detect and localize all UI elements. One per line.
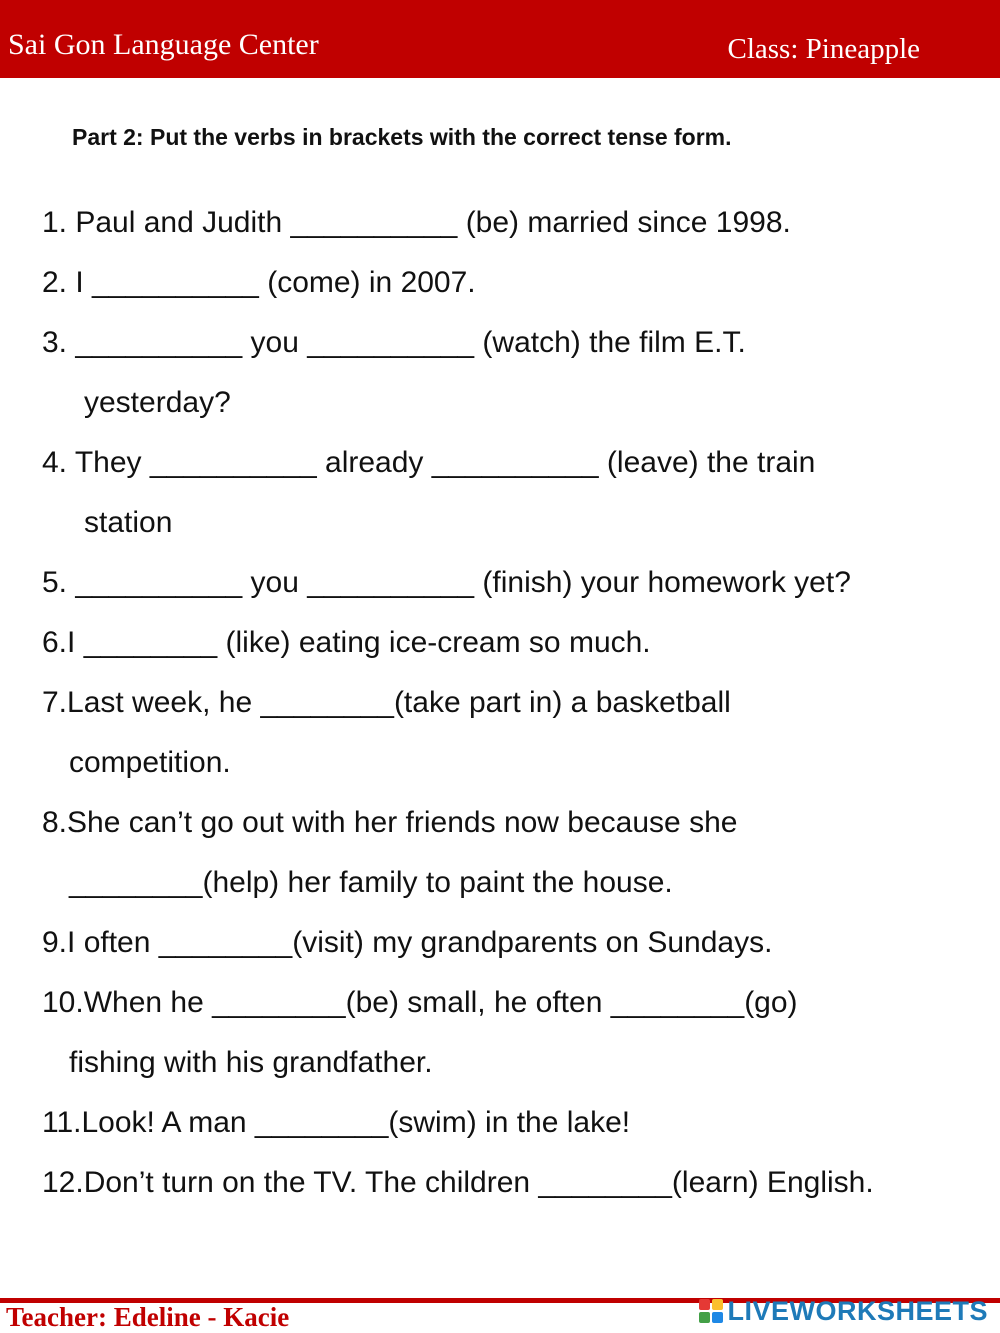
- question-9: 9.I often ________(visit) my grandparents on Sundays.: [42, 926, 773, 959]
- question-7: 7.Last week, he ________(take part in) a basketball: [42, 686, 731, 719]
- liveworksheets-logo-text: LIVEWORKSHEETS: [727, 1295, 988, 1326]
- question-4-continued: station: [84, 506, 173, 539]
- liveworksheets-logo-icon: [699, 1299, 723, 1323]
- teacher-name: Teacher: Edeline - Kacie: [6, 1302, 290, 1332]
- question-12: 12.Don’t turn on the TV. The children ________(learn) English.: [42, 1166, 874, 1199]
- question-3-continued: yesterday?: [84, 386, 231, 419]
- question-10: 10.When he ________(be) small, he often ________(go): [42, 986, 798, 1019]
- question-2: 2. I __________ (come) in 2007.: [42, 266, 476, 299]
- question-5: 5. __________ you __________ (finish) your homework yet?: [42, 566, 851, 599]
- question-4: 4. They __________ already __________ (leave) the train: [42, 446, 816, 479]
- question-3: 3. __________ you __________ (watch) the film E.T.: [42, 326, 746, 359]
- liveworksheets-logo: [699, 1296, 988, 1326]
- question-8-continued: ________(help) her family to paint the house.: [69, 866, 673, 899]
- instruction-heading: Part 2: Put the verbs in brackets with the correct tense form.: [72, 124, 732, 150]
- question-1: 1. Paul and Judith __________ (be) married since 1998.: [42, 206, 791, 239]
- question-10-continued: fishing with his grandfather.: [69, 1046, 433, 1079]
- question-8: 8.She can’t go out with her friends now because she: [42, 806, 738, 839]
- class-label: Class: Pineapple: [727, 33, 920, 65]
- question-6: 6.I ________ (like) eating ice-cream so much.: [42, 626, 651, 659]
- question-11: 11.Look! A man ________(swim) in the lake!: [42, 1106, 631, 1139]
- header-bar: [0, 0, 1000, 78]
- question-7-continued: competition.: [69, 746, 231, 779]
- center-name: Sai Gon Language Center: [8, 28, 319, 61]
